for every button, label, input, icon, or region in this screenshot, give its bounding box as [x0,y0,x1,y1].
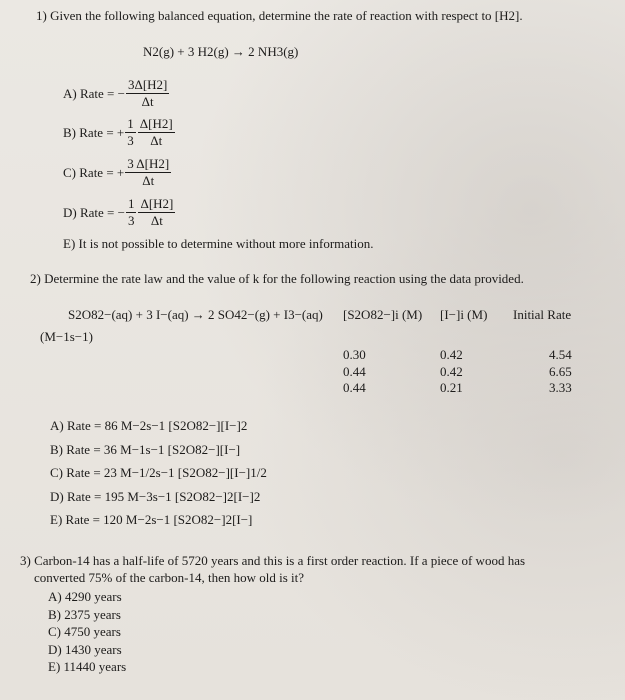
q1-question: 1) Given the following balanced equation, determine the rate of reaction with respect to [H2]. [36,8,523,23]
q3-choice-e: E) 11440 years [48,659,127,675]
table-cell: 6.65 [549,363,572,379]
q2-reaction: S2O82−(aq) + 3 I−(aq) → 2 SO42−(g) + I3−(aq) [68,307,323,322]
q1-choice-b-coefficient: $\frac{1}{3}$ [127,116,134,148]
q3-choice-c: C) 4750 years [48,624,121,640]
q3-question-line1: 3) Carbon-14 has a half-life of 5720 years and this is a first order reaction. If a piece of wood has [20,553,526,568]
q1-choice-c-fraction: $\frac{3 \Delta[H2]}{\Delta t}$ [127,156,170,188]
q2-choices [50,414,267,532]
q2-choice-a: A) Rate = 86 M−2s−1 [S2O82−][I−]2 [50,418,248,433]
q2-column-s2o8 [343,347,366,397]
q1-choice-b: B) Rate = + $\frac{1}{3}$ $\frac{\Delta[H2]}{\Delta t}$ [63,116,173,148]
q3-choices [48,588,126,676]
q2-choice-d: D) Rate = 195 M−3s−1 [S2O82−]2[I−]2 [50,488,261,504]
q2-choice-e: E) Rate = 120 M−2s−1 [S2O82−]2[I−] [50,512,253,527]
q2-units: (M−1s−1) [40,329,93,344]
q3-question-line2: converted 75% of the carbon-14, then how old is it? [34,570,305,585]
q3-choice-d: D) 1430 years [48,641,122,657]
q2-header-s2o8: [S2O82−]i (M) [343,307,423,322]
q2-header-iodide: [I−]i (M) [440,307,488,322]
q1-choice-d: D) Rate = − $\frac{1}{3}$ $\frac{\Delta[H2]}{\Delta t}$ [63,196,174,228]
q1-choice-a-fraction: $\frac{3\Delta[H2]}{\Delta t}$ [127,77,168,109]
q1-choice-b-fraction: $\frac{\Delta[H2]}{\Delta t}$ [139,116,173,148]
q2-column-rate [549,347,572,397]
q1-equation: N2(g) + 3 H2(g) → 2 NH3(g) [143,44,299,59]
q2-choice-c: C) Rate = 23 M−1/2s−1 [S2O82−][I−]1/2 [50,465,267,480]
q1-choice-a: A) Rate = − $\frac{3\Delta[H2]}{\Delta t}$ [63,77,168,109]
q2-choice-b: B) Rate = 36 M−1s−1 [S2O82−][I−] [50,441,241,457]
table-cell: 0.42 [440,363,463,379]
table-cell: 3.33 [549,380,572,395]
q1-choice-d-coefficient: $\frac{1}{3}$ [127,196,135,228]
table-cell: 0.42 [440,347,463,362]
q1-choice-c: C) Rate = + $\frac{3 \Delta[H2]}{\Delta t}$ [63,156,170,188]
q2-column-iodide [440,347,463,397]
q3-choice-a: A) 4290 years [48,589,122,604]
table-cell: 0.44 [343,363,366,379]
q2-header-rate: Initial Rate [513,307,572,322]
table-cell: 4.54 [549,347,572,362]
table-cell: 0.21 [440,380,463,395]
table-cell: 0.30 [343,347,366,362]
table-cell: 0.44 [343,380,366,395]
q3-choice-b: B) 2375 years [48,606,121,622]
q1-choice-d-fraction: $\frac{\Delta[H2]}{\Delta t}$ [140,196,174,228]
q2-question: 2) Determine the rate law and the value of k for the following reaction using the data provided. [30,271,524,286]
q1-choice-e: E) It is not possible to determine without more information. [63,236,374,251]
